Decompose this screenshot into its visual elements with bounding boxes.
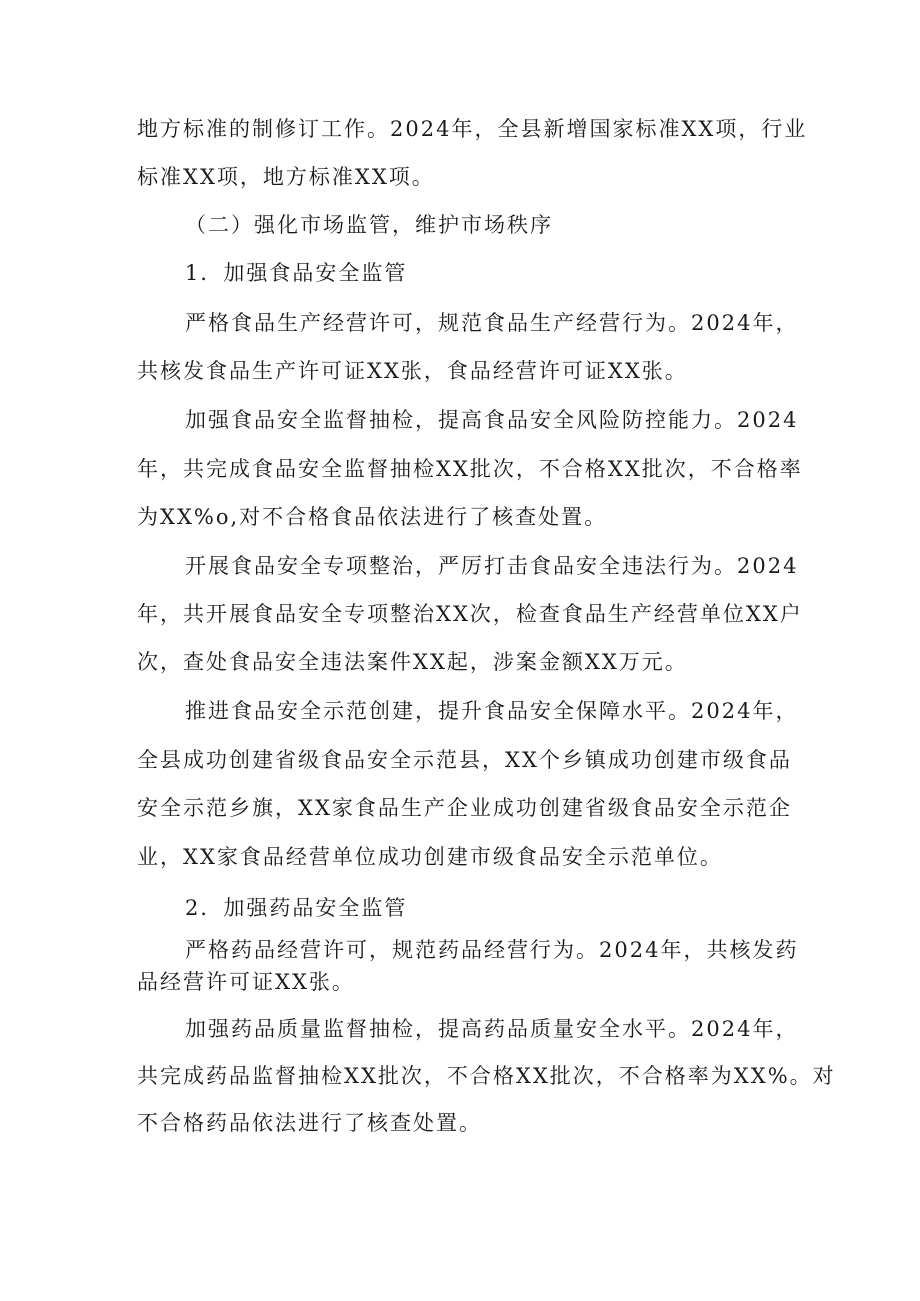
paragraph-line: 为XX%o,对不合格食品依法进行了核查处置。: [137, 505, 608, 529]
subsection-heading: 1．加强食品安全监管: [185, 261, 408, 285]
section-heading: （二）强化市场监管，维护市场秩序: [185, 213, 553, 237]
paragraph-line: 不合格药品依法进行了核查处置。: [137, 1111, 482, 1135]
paragraph-line: 安全示范乡旗，XX家食品生产企业成功创建省级食品安全示范企: [137, 796, 792, 820]
paragraph-line: 年，共完成食品安全监督抽检XX批次，不合格XX批次，不合格率: [137, 457, 803, 481]
paragraph-line: 共完成药品监督抽检XX批次，不合格XX批次，不合格率为XX%。对: [137, 1064, 836, 1088]
paragraph-line: 年，共开展食品安全专项整治XX次，检查食品生产经营单位XX户: [137, 602, 803, 626]
subsection-heading: 2．加强药品安全监管: [185, 896, 408, 920]
paragraph-line: 次，查处食品安全违法案件XX起，涉案金额XX万元。: [137, 650, 688, 674]
paragraph-line: 加强药品质量监督抽检，提高药品质量安全水平。2024年，: [185, 1017, 799, 1041]
paragraph-line: 共核发食品生产许可证XX张，食品经营许可证XX张。: [137, 359, 688, 383]
paragraph-line: 品经营许可证XX张。: [137, 970, 355, 994]
paragraph-line: 加强食品安全监督抽检，提高食品安全风险防控能力。2024: [185, 408, 799, 432]
paragraph-line: 业，XX家食品经营单位成功创建市级食品安全示范单位。: [137, 845, 723, 869]
paragraph-line: 严格食品生产经营许可，规范食品生产经营行为。2024年，: [185, 311, 799, 335]
paragraph-line: 开展食品安全专项整治，严厉打击食品安全违法行为。2024: [185, 554, 799, 578]
paragraph-line: 标准XX项，地方标准XX项。: [137, 165, 435, 189]
paragraph-line: 地方标准的制修订工作。2024年，全县新增国家标准XX项，行业: [137, 117, 808, 141]
paragraph-line: 全县成功创建省级食品安全示范县，XX个乡镇成功创建市级食品: [137, 748, 792, 772]
paragraph-line: 推进食品安全示范创建，提升食品安全保障水平。2024年，: [185, 699, 799, 723]
paragraph-line: 严格药品经营许可，规范药品经营行为。2024年，共核发药: [185, 938, 799, 962]
